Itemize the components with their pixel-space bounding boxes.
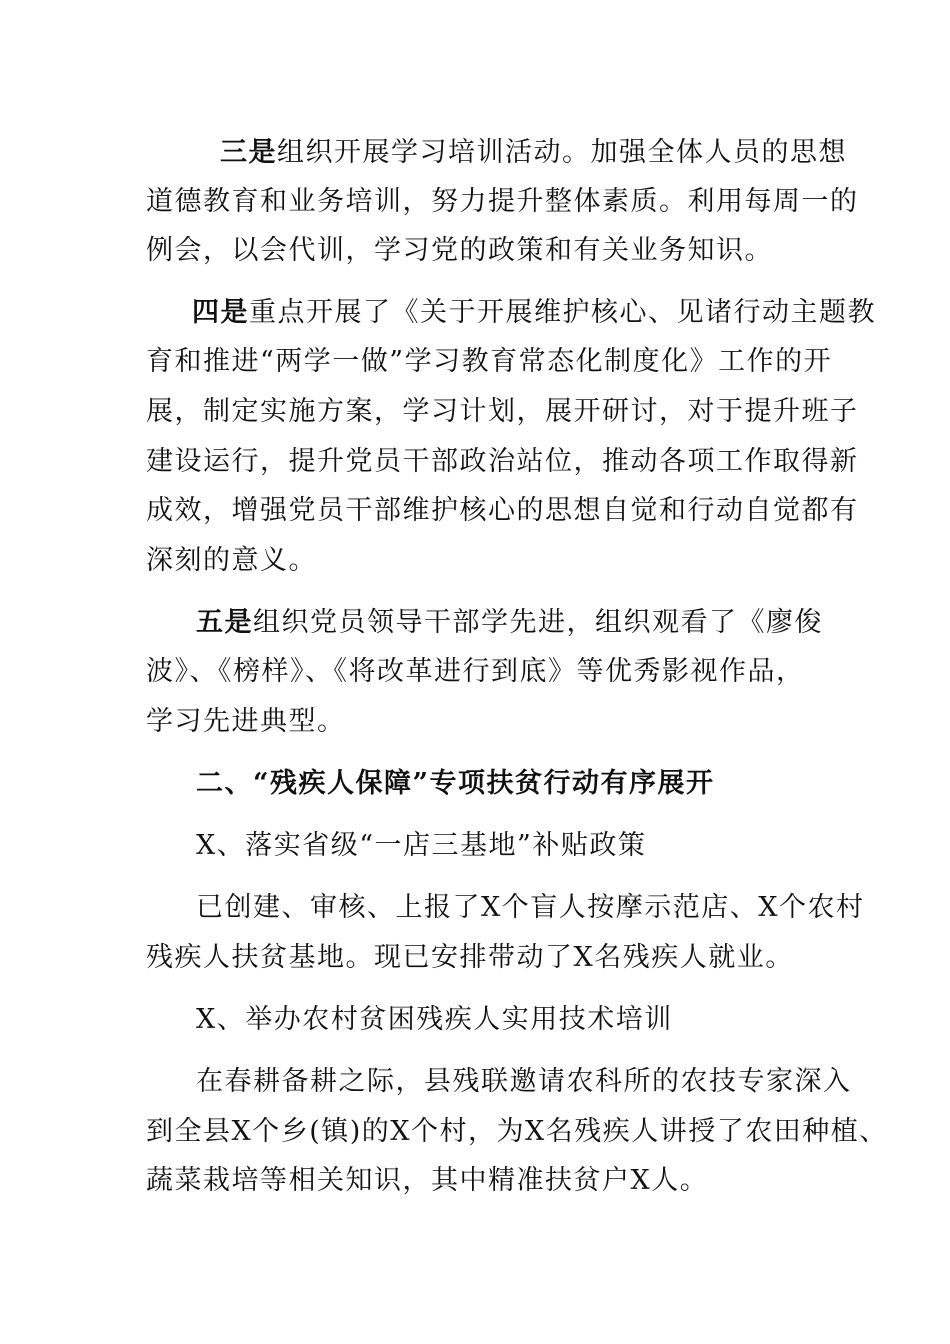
paragraph-lead: 三是 <box>220 137 277 168</box>
paragraph-5-line-3: 学习先进典型。 <box>146 706 346 737</box>
paragraph-4-line-6: 深刻的意义。 <box>146 545 317 576</box>
paragraph-text: 重点开展了《关于开展维护核心、见诸行动主题教 <box>249 297 876 328</box>
paragraph-4-line-4: 建设运行，提升党员干部政治站位，推动各项工作取得新 <box>146 446 859 477</box>
paragraph-3-line-3: 例会，以会代训，学习党的政策和有关业务知识。 <box>146 235 773 266</box>
paragraph-text: 组织党员领导干部学先进，组织观看了《廖俊 <box>253 607 823 638</box>
paragraph-4-line-5: 成效，增强党员干部维护核心的思想自觉和行动自觉都有 <box>146 495 859 526</box>
paragraph-3-line-1 <box>220 135 847 171</box>
paragraph-6-line-2: 残疾人扶贫基地。现已安排带动了X名残疾人就业。 <box>146 942 794 973</box>
paragraph-6-line-1: 已创建、审核、上报了X个盲人按摩示范店、X个农村 <box>196 892 865 923</box>
paragraph-7-line-3: 蔬菜栽培等相关知识，其中精准扶贫户X人。 <box>146 1165 709 1196</box>
paragraph-7-line-1: 在春耕备耕之际，县残联邀请农科所的农技专家深入 <box>196 1066 852 1097</box>
paragraph-4-line-2: 育和推进“两学一做”学习教育常态化制度化》工作的开 <box>146 346 833 377</box>
paragraph-lead: 四是 <box>192 297 249 328</box>
paragraph-7-line-2: 到全县X个乡(镇)的X个村，为X名残疾人讲授了农田种植、 <box>146 1116 888 1147</box>
section-heading-2: 二、“残疾人保障”专项扶贫行动有序展开 <box>196 768 715 799</box>
paragraph-text: 组织开展学习培训活动。加强全体人员的思想 <box>277 137 847 168</box>
paragraph-lead: 五是 <box>196 607 253 638</box>
paragraph-5-line-1 <box>196 605 823 641</box>
paragraph-4-line-3: 展，制定实施方案，学习计划，展开研讨，对于提升班子 <box>146 396 859 427</box>
paragraph-5-line-2: 波》、《榜样》、《将改革进行到底》等优秀影视作品， <box>146 656 805 687</box>
paragraph-4-line-1 <box>192 295 876 331</box>
subheading-2: X、举办农村贫困残疾人实用技术培训 <box>196 1004 673 1035</box>
subheading-1: X、落实省级“一店三基地”补贴政策 <box>196 830 647 861</box>
paragraph-3-line-2: 道德教育和业务培训，努力提升整体素质。利用每周一的 <box>146 186 859 217</box>
